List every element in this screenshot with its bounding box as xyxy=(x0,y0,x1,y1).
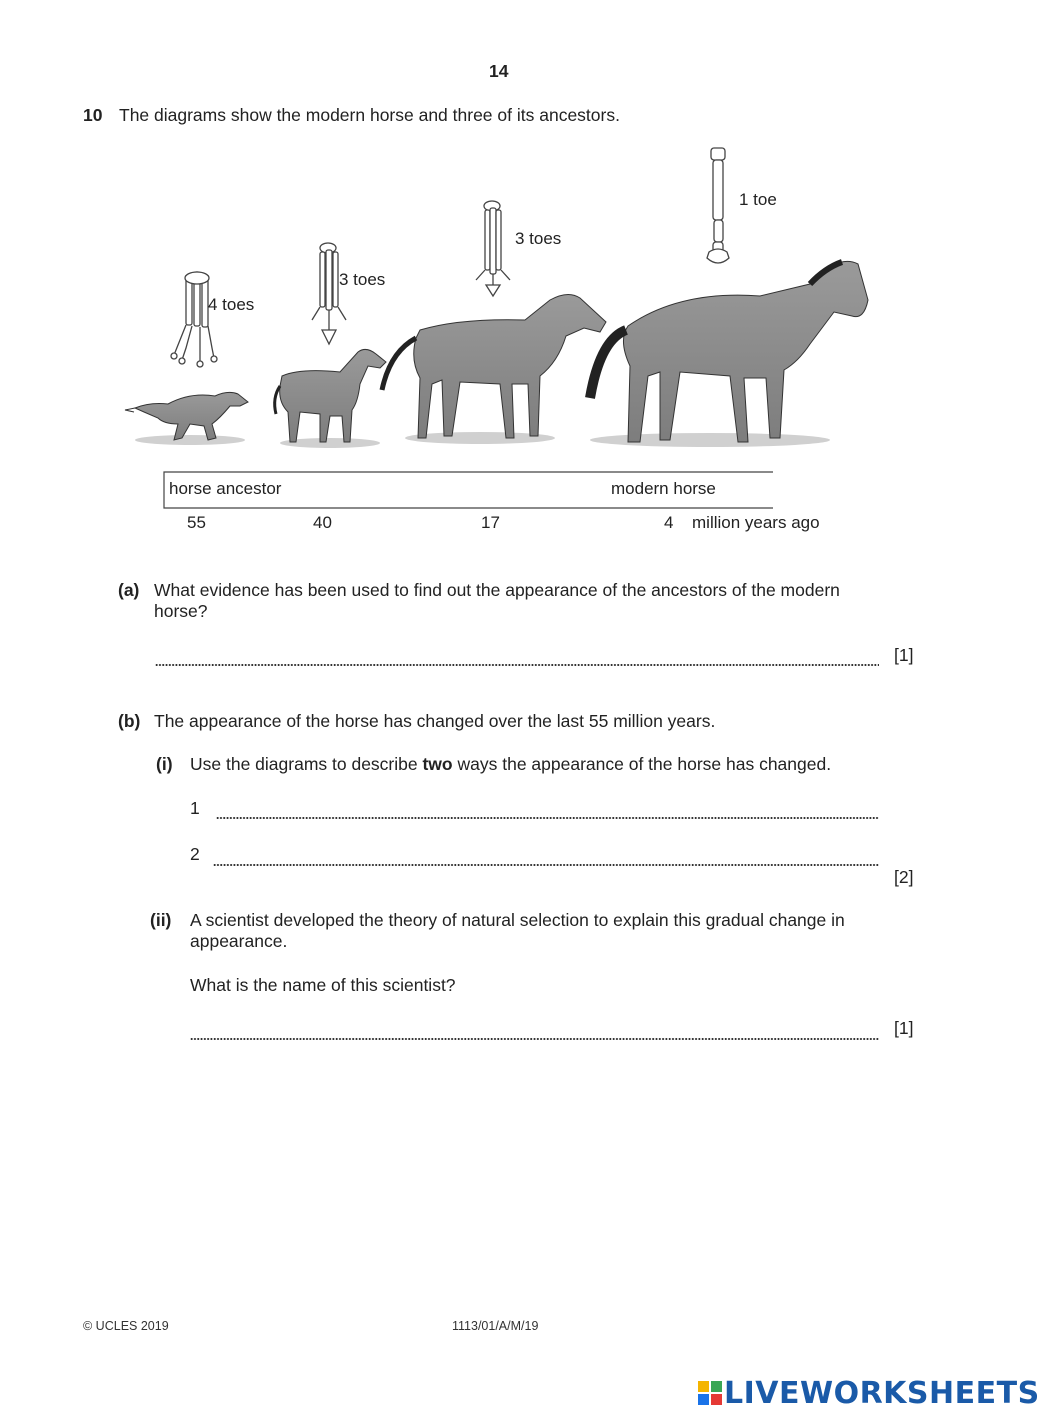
part-a-label: (a) xyxy=(118,580,140,600)
toe-label-4: 1 toe xyxy=(739,190,777,209)
liveworksheets-logo-icon xyxy=(698,1381,722,1405)
toe-label-3: 3 toes xyxy=(515,229,562,248)
part-a-marks: [1] xyxy=(894,645,914,665)
part-b-label: (b) xyxy=(118,711,141,731)
foot-skeleton-4-toes xyxy=(171,272,217,367)
modern-horse-illustration xyxy=(590,261,868,442)
horse-evolution-figure xyxy=(120,140,880,540)
part-a-answer-line[interactable] xyxy=(155,663,879,667)
foot-skeleton-1-toe xyxy=(707,148,729,263)
horse-ancestor-55-illustration xyxy=(125,392,248,440)
part-b-i-label: (i) xyxy=(156,754,173,774)
part-b-ii-text-line1: A scientist developed the theory of natural selection to explain this gradual change in xyxy=(190,910,845,930)
age-4: 4 xyxy=(664,513,674,532)
question-intro: The diagrams show the modern horse and three of its ancestors. xyxy=(119,105,620,125)
toe-label-2: 3 toes xyxy=(339,270,386,289)
age-unit-label: million years ago xyxy=(692,513,820,532)
answer-number-1: 1 xyxy=(190,798,200,818)
part-b-i-question: Use the diagrams to describe two ways the appearance of the horse has changed. xyxy=(190,754,832,774)
page-number: 14 xyxy=(489,61,509,81)
timeline-end-label: modern horse xyxy=(611,479,716,498)
footer-code: 1113/01/A/M/19 xyxy=(452,1319,539,1333)
part-b-ii-text-line2: appearance. xyxy=(190,931,288,951)
foot-skeleton-3-toes-b xyxy=(476,201,510,296)
footer-copyright: © UCLES 2019 xyxy=(83,1319,169,1333)
part-b-i-marks: [2] xyxy=(894,867,914,887)
part-b-ii-marks: [1] xyxy=(894,1018,914,1038)
question-number: 10 xyxy=(83,105,103,125)
liveworksheets-logo xyxy=(698,1377,1040,1409)
part-b-text: The appearance of the horse has changed over the last 55 million years. xyxy=(154,711,716,731)
part-b-ii-answer-line[interactable] xyxy=(190,1037,879,1041)
foot-skeleton-3-toes-a xyxy=(312,243,346,344)
liveworksheets-logo-text: LIVEWORKSHEETS xyxy=(724,1375,1040,1411)
part-b-i-answer-line-1[interactable] xyxy=(216,816,879,820)
part-b-ii-question: What is the name of this scientist? xyxy=(190,975,456,995)
part-b-i-answer-line-2[interactable] xyxy=(213,863,879,867)
part-b-ii-label: (ii) xyxy=(150,910,172,930)
part-a-question-line1: What evidence has been used to find out the appearance of the ancestors of the modern xyxy=(154,580,840,600)
age-55: 55 xyxy=(187,513,206,532)
toe-label-1: 4 toes xyxy=(208,295,255,314)
answer-number-2: 2 xyxy=(190,844,200,864)
part-a-question-line2: horse? xyxy=(154,601,208,621)
horse-ancestor-17-illustration xyxy=(382,294,606,438)
age-17: 17 xyxy=(481,513,500,532)
horse-ancestor-40-illustration xyxy=(275,349,386,442)
age-40: 40 xyxy=(313,513,332,532)
timeline-start-label: horse ancestor xyxy=(169,479,282,498)
